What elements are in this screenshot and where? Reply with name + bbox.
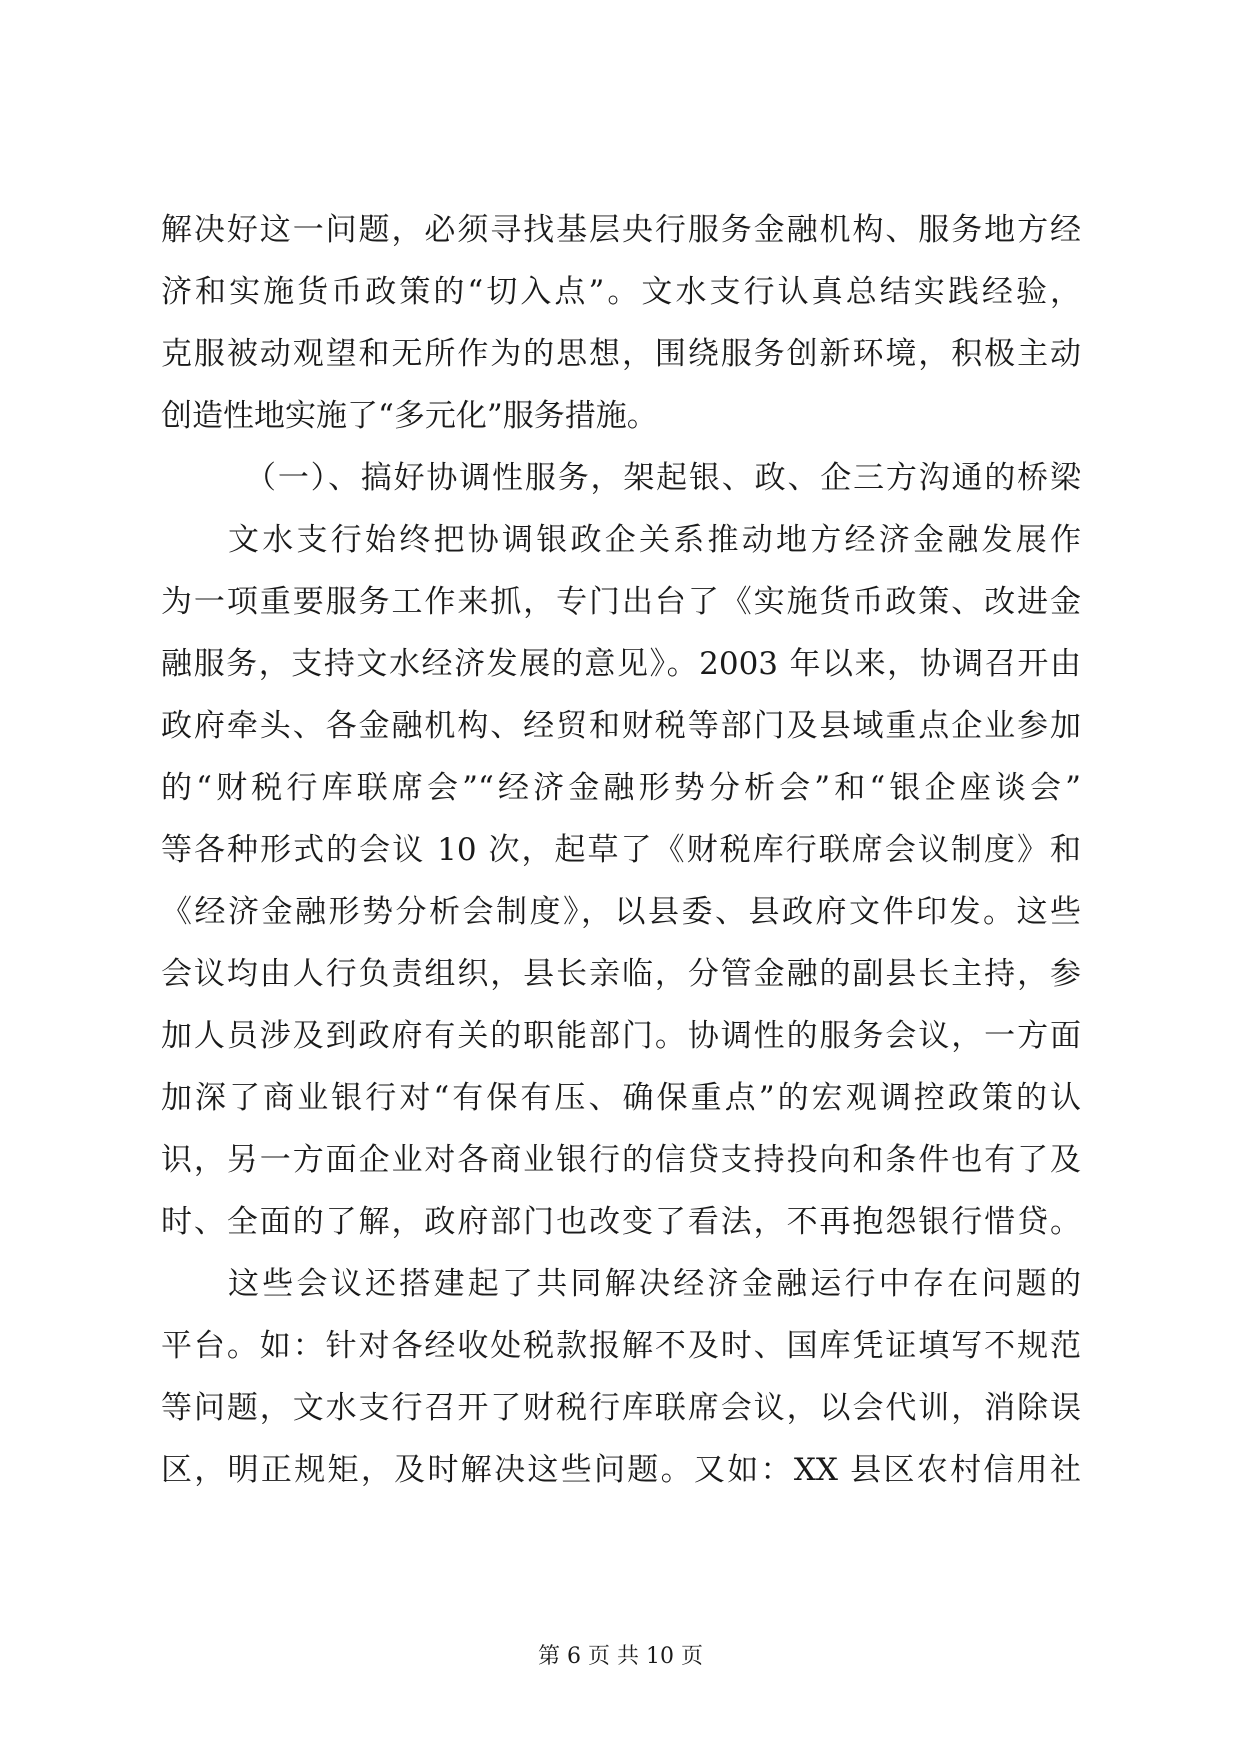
- page-number-footer: 第 6 页 共 10 页: [538, 1644, 703, 1669]
- paragraph-1-line-7: 《经济金融形势分析会制度》，以县委、县政府文件印发。这些: [161, 894, 1081, 930]
- paragraph-2-line-2: 平台。如：针对各经收处税款报解不及时、国库凭证填写不规范: [161, 1328, 1081, 1364]
- paragraph-2-line-1: 这些会议还搭建起了共同解决经济金融运行中存在问题的: [228, 1266, 1081, 1302]
- paragraph-1-line-11: 识，另一方面企业对各商业银行的信贷支持投向和条件也有了及: [161, 1142, 1081, 1178]
- section-heading: （一）、搞好协调性服务，架起银、政、企三方沟通的桥梁: [245, 460, 1081, 496]
- paragraph-1-line-12: 时、全面的了解，政府部门也改变了看法，不再抱怨银行惜贷。: [161, 1204, 1081, 1240]
- paragraph-1-line-5: 的“财税行库联席会”“经济金融形势分析会”和“银企座谈会”: [161, 770, 1081, 806]
- body-line-1: 解决好这一问题，必须寻找基层央行服务金融机构、服务地方经: [161, 212, 1081, 248]
- body-line-4: 创造性地实施了“多元化”服务措施。: [161, 398, 658, 434]
- paragraph-1-line-1: 文水支行始终把协调银政企关系推动地方经济金融发展作: [228, 522, 1081, 558]
- paragraph-1-line-10: 加深了商业银行对“有保有压、确保重点”的宏观调控政策的认: [161, 1080, 1081, 1116]
- paragraph-1-line-6: 等各种形式的会议 10 次，起草了《财税库行联席会议制度》和: [161, 832, 1081, 868]
- paragraph-2-line-4: 区，明正规矩，及时解决这些问题。又如：XX 县区农村信用社: [161, 1452, 1081, 1488]
- paragraph-1-line-3: 融服务，支持文水经济发展的意见》。2003 年以来，协调召开由: [161, 646, 1081, 682]
- paragraph-1-line-8: 会议均由人行负责组织，县长亲临，分管金融的副县长主持，参: [161, 956, 1081, 992]
- body-line-3: 克服被动观望和无所作为的思想，围绕服务创新环境，积极主动: [161, 336, 1081, 372]
- body-line-2: 济和实施货币政策的“切入点”。文水支行认真总结实践经验，: [161, 274, 1081, 310]
- paragraph-1-line-2: 为一项重要服务工作来抓，专门出台了《实施货币政策、改进金: [161, 584, 1081, 620]
- paragraph-1-line-4: 政府牵头、各金融机构、经贸和财税等部门及县域重点企业参加: [161, 708, 1081, 744]
- paragraph-2-line-3: 等问题，文水支行召开了财税行库联席会议，以会代训，消除误: [161, 1390, 1081, 1426]
- paragraph-1-line-9: 加人员涉及到政府有关的职能部门。协调性的服务会议，一方面: [161, 1018, 1081, 1054]
